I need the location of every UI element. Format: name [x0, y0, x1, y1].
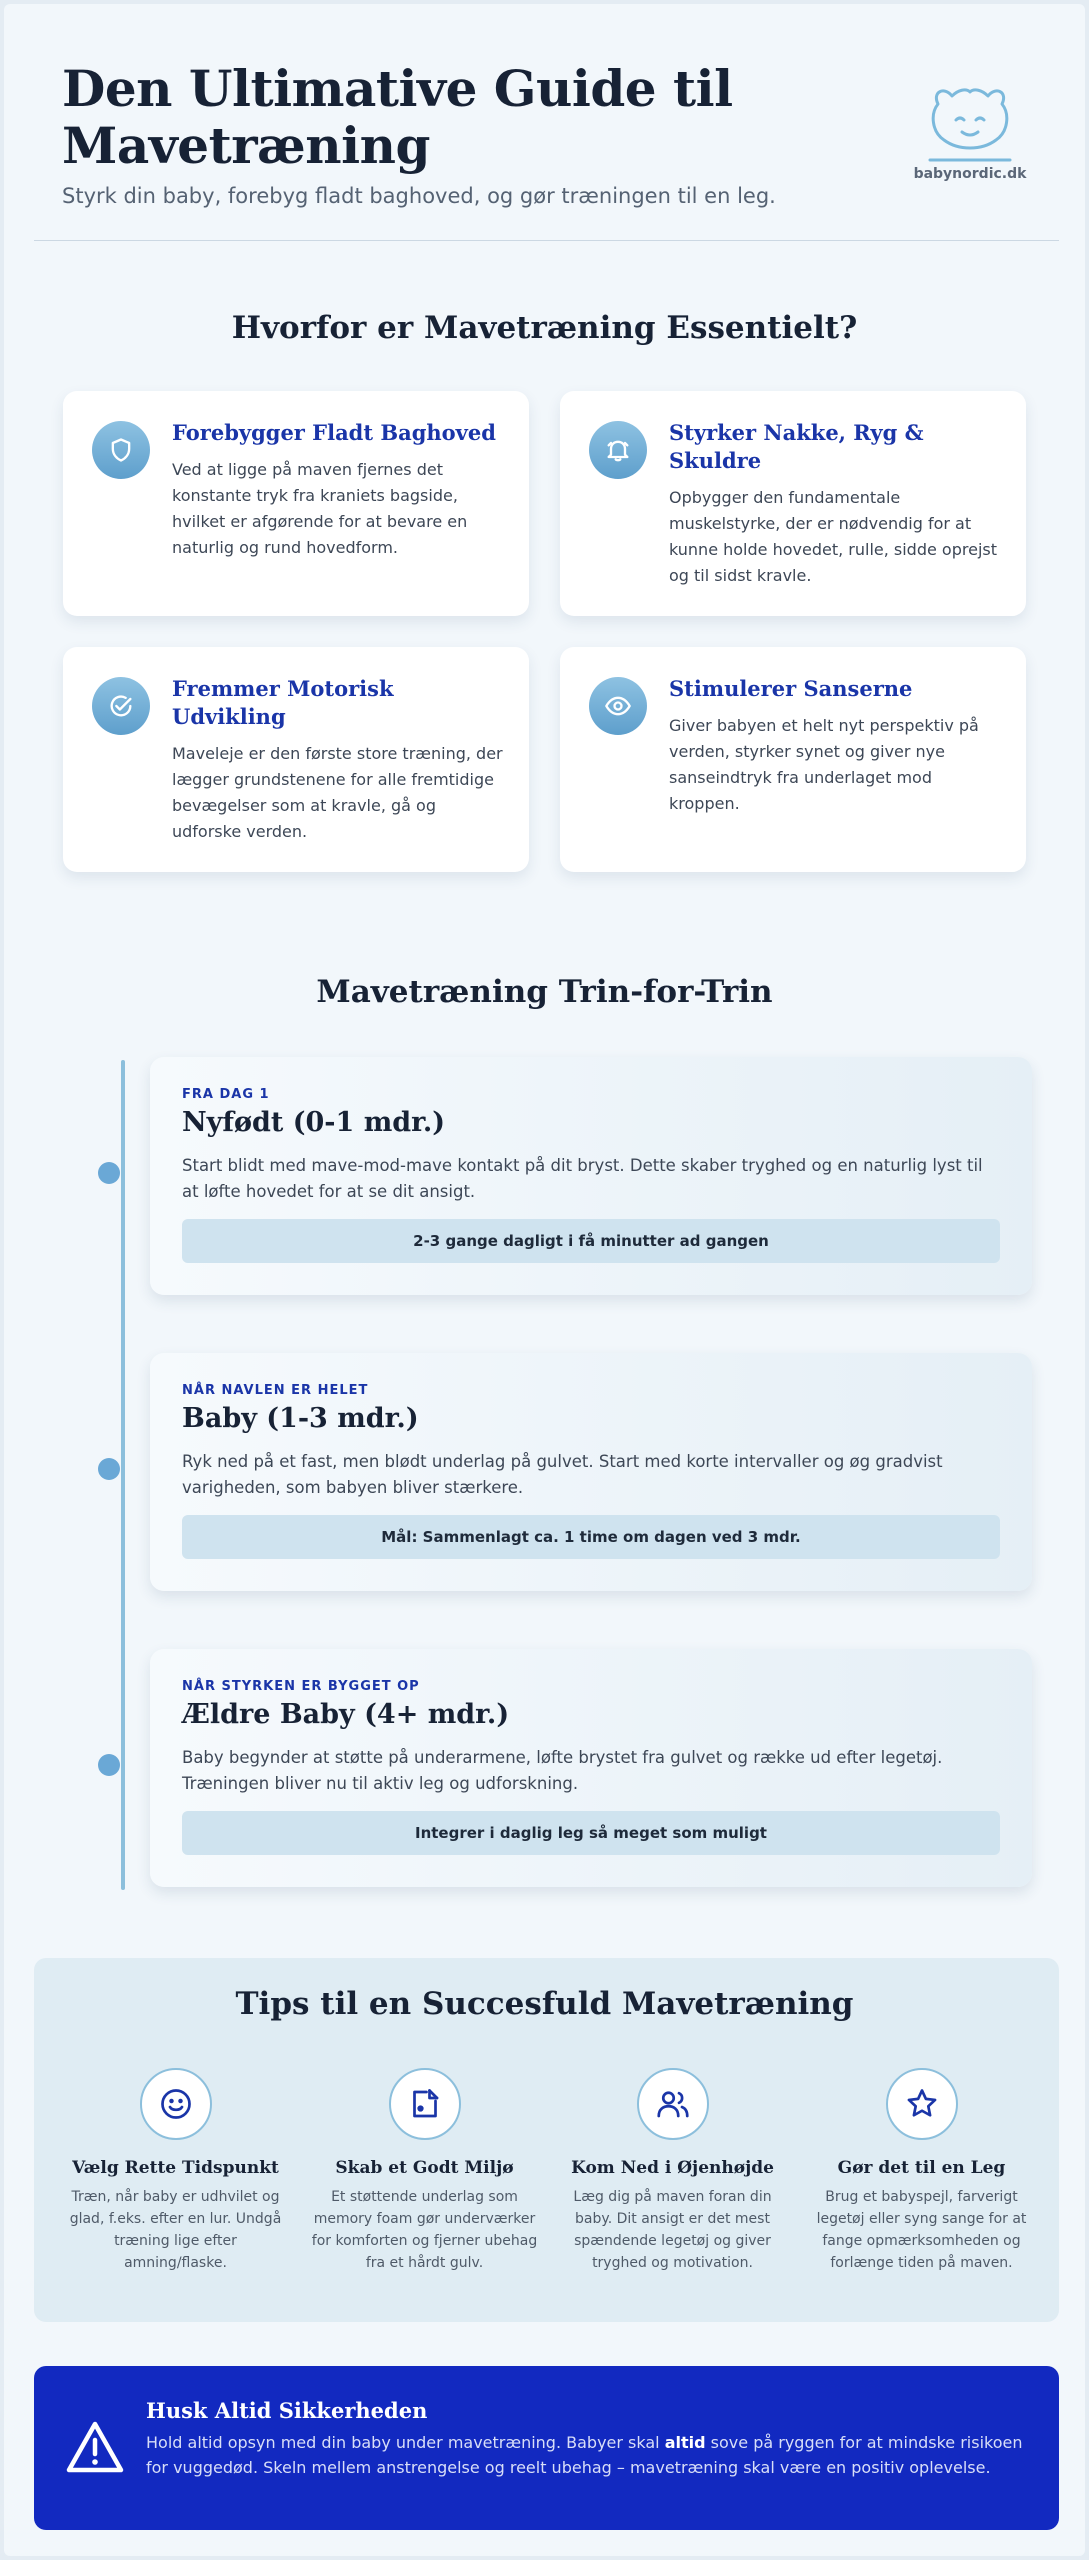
benefit-text: Maveleje er den første store træning, der lægger grundstenene for alle fremtidige bevægelser som at kravle, gå og udforske verden.	[172, 744, 503, 841]
page-title-line1: Den Ultimative Guide til	[62, 59, 733, 118]
page-header	[62, 60, 822, 208]
warning-text-part: sove på ryggen for at mindske risikoen for vuggedød. Skeln mellem anstrengelse og reelt ubehag – mavetræning skal være en positiv oplevelse.	[146, 2433, 1023, 2477]
tip-text: Et støttende underlag som memory foam gør underværker for komforten og fjerner ubehag fra et hårdt gulv.	[311, 2189, 538, 2271]
warning-title: Husk Altid Sikkerheden	[146, 2398, 428, 2423]
benefit-title: Stimulerer Sanserne	[669, 676, 913, 701]
tip-text: Læg dig på maven foran din baby. Dit ansigt er det mest spændende legetøj og giver tryghed og motivation.	[573, 2189, 772, 2271]
step-text: Start blidt med mave-mod-mave kontakt på dit bryst. Dette skaber tryghed og en naturlig lyst til at løfte hovedet for at se dit ansigt.	[182, 1156, 983, 1201]
benefit-card	[63, 647, 529, 872]
star-icon	[886, 2068, 958, 2140]
page-title-line2: Mavetræning	[62, 116, 430, 175]
page-title	[62, 60, 822, 174]
tip-text: Brug et babyspejl, farverigt legetøj eller syng sange for at fange opmærksomheden og forlænge tiden på maven.	[816, 2189, 1027, 2271]
step-card	[150, 1353, 1032, 1591]
benefit-text: Giver babyen et helt nyt perspektiv på verden, styrker synet og giver nye sanseindtryk fra underlaget mod kroppen.	[669, 716, 979, 813]
shield-icon	[92, 421, 150, 479]
baby-face-icon	[922, 80, 1018, 162]
step-title: Ældre Baby (4+ mdr.)	[182, 1699, 510, 1730]
safety-warning	[34, 2366, 1059, 2530]
tip-item	[307, 2068, 542, 2274]
tip-title: Gør det til en Leg	[837, 2158, 1006, 2178]
step-title: Nyfødt (0-1 mdr.)	[182, 1107, 446, 1138]
step-card	[150, 1057, 1032, 1295]
benefit-card	[63, 391, 529, 616]
step-tag: NÅR STYRKEN ER BYGGET OP	[182, 1679, 420, 1694]
tip-title: Vælg Rette Tidspunkt	[72, 2158, 279, 2178]
header-divider	[34, 240, 1059, 241]
check-circle-icon	[92, 677, 150, 735]
tip-item	[804, 2068, 1039, 2274]
warning-text	[146, 2430, 1026, 2480]
tips-title: Tips til en Succesfuld Mavetræning	[235, 1986, 854, 2022]
warning-triangle-icon	[64, 2418, 126, 2476]
step-text: Baby begynder at støtte på underarmene, løfte brystet fra gulvet og række ud efter legetøj. Træningen bliver nu til aktiv leg og udforskning.	[182, 1748, 943, 1793]
eye-icon	[589, 677, 647, 735]
brand[interactable]	[900, 80, 1040, 182]
benefit-title: Fremmer Motorisk Udvikling	[172, 676, 394, 729]
timeline-dot	[98, 1162, 120, 1184]
tip-item	[58, 2068, 293, 2274]
brand-name: babynordic.dk	[913, 166, 1027, 182]
step-note: Integrer i daglig leg så meget som muligt	[182, 1811, 1000, 1855]
step-text: Ryk ned på et fast, men blødt underlag på gulvet. Start med korte intervaller og øg gradvist varigheden, som babyen bliver stærkere.	[182, 1452, 943, 1497]
tip-title: Kom Ned i Øjenhøjde	[571, 2158, 774, 2178]
steps-title: Mavetræning Trin-for-Trin	[316, 974, 773, 1010]
benefit-title: Forebygger Fladt Baghoved	[172, 420, 496, 445]
timeline-dot	[98, 1754, 120, 1776]
step-note: Mål: Sammenlagt ca. 1 time om dagen ved 3 mdr.	[182, 1515, 1000, 1559]
step-tag: NÅR NAVLEN ER HELET	[182, 1383, 369, 1398]
benefit-text: Opbygger den fundamentale muskelstyrke, der er nødvendig for at kunne holde hovedet, rulle, sidde oprejst og til sidst kravle.	[669, 488, 997, 585]
warning-text-part: Hold altid opsyn med din baby under mavetræning. Babyer skal	[146, 2433, 665, 2452]
people-icon	[637, 2068, 709, 2140]
step-card	[150, 1649, 1032, 1887]
timeline-dot	[98, 1458, 120, 1480]
tip-item	[555, 2068, 790, 2274]
page-subtitle: Styrk din baby, forebyg fladt baghoved, og gør træningen til en leg.	[62, 184, 776, 208]
tip-text: Træn, når baby er udhvilet og glad, f.eks. efter en lur. Undgå træning lige efter amning/flaske.	[69, 2189, 282, 2271]
step-tag: FRA DAG 1	[182, 1087, 270, 1102]
warning-text-bold: altid	[664, 2433, 706, 2452]
timeline-line	[121, 1060, 125, 1890]
benefits-title: Hvorfor er Mavetræning Essentielt?	[231, 310, 858, 346]
benefit-title: Styrker Nakke, Ryg & Skuldre	[669, 420, 924, 473]
bell-icon	[589, 421, 647, 479]
benefit-card	[560, 391, 1026, 616]
smiley-icon	[140, 2068, 212, 2140]
tip-title: Skab et Godt Miljø	[335, 2158, 514, 2178]
step-title: Baby (1-3 mdr.)	[182, 1403, 419, 1434]
benefit-card	[560, 647, 1026, 872]
step-note: 2-3 gange dagligt i få minutter ad gangen	[182, 1219, 1000, 1263]
infographic-page	[4, 4, 1085, 2556]
floor-mat-icon	[389, 2068, 461, 2140]
benefit-text: Ved at ligge på maven fjernes det konstante tryk fra kraniets bagside, hvilket er afgørende for at bevare en naturlig og rund hovedform.	[172, 460, 468, 557]
